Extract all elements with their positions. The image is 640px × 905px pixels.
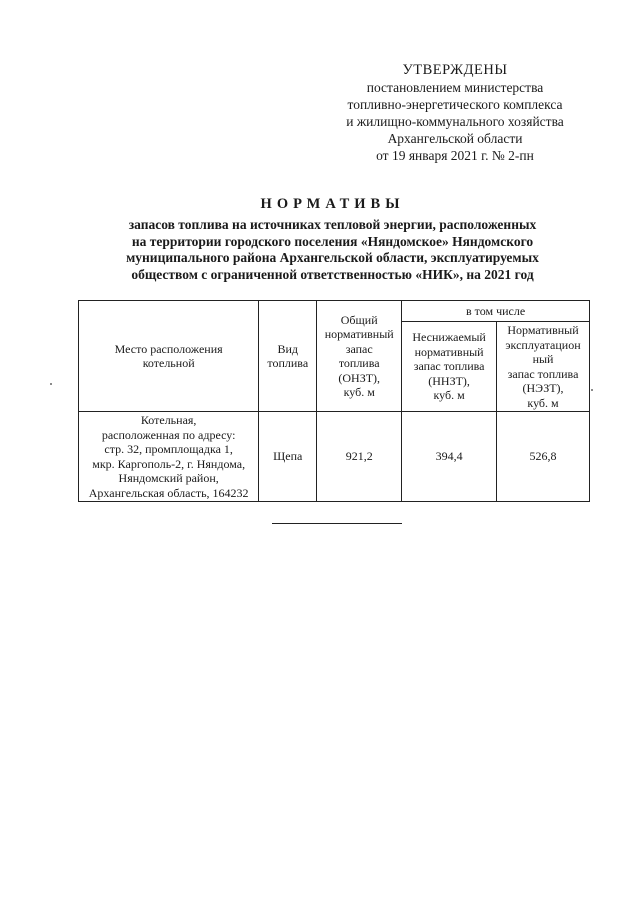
header-text: нормативный	[324, 327, 394, 341]
header-text: эксплуатацион	[505, 337, 581, 352]
header-place	[79, 301, 259, 412]
cell-total: 921,2	[317, 412, 402, 502]
approval-line: топливно-энергетического комплекса	[347, 97, 563, 112]
header-text: топлива	[267, 356, 309, 370]
header-text: куб. м	[343, 385, 375, 399]
subtitle-line: на территории городского поселения «Няндомское» Няндомского	[131, 233, 534, 249]
header-nnzt	[402, 322, 497, 412]
header-text: запас	[345, 341, 373, 356]
approval-block	[330, 62, 580, 164]
cell-nezt: 526,8	[497, 412, 590, 502]
cell-text: Котельная,	[140, 413, 197, 427]
header-including: в том числе	[402, 301, 590, 322]
subtitle-line: запасов топлива на источниках тепловой энергии, расположенных	[128, 217, 537, 232]
header-text: ный	[532, 352, 554, 366]
header-total	[317, 301, 402, 412]
header-text: запас топлива	[413, 359, 485, 374]
header-text: (ОНЗТ),	[338, 370, 381, 385]
header-text: Вид	[277, 341, 299, 356]
approval-line: и жилищно-коммунального хозяйства	[346, 114, 564, 129]
norms-table	[78, 300, 590, 502]
cell-text: Архангельская область, 164232	[88, 485, 249, 500]
header-text: Неснижаемый	[412, 330, 486, 345]
cell-place	[79, 412, 259, 502]
approval-line: постановлением министерства	[366, 80, 544, 95]
header-text: Нормативный	[507, 323, 579, 337]
header-text: (ННЗТ),	[428, 373, 470, 388]
header-text: котельной	[142, 356, 195, 370]
cell-nnzt: 394,4	[402, 412, 497, 502]
header-text: (НЭЗТ),	[522, 381, 564, 395]
header-nezt	[497, 322, 590, 412]
header-text: топлива	[338, 356, 380, 370]
header-text: куб. м	[433, 388, 465, 403]
header-text: нормативный	[414, 344, 484, 359]
approval-heading: УТВЕРЖДЕНЫ	[402, 62, 508, 78]
cell-fuel-type: Щепа	[259, 412, 317, 502]
header-text: Место расположения	[114, 341, 223, 356]
document-title: НОРМАТИВЫ	[260, 196, 405, 212]
cell-text: Няндомский район,	[118, 471, 219, 485]
scan-speck	[591, 389, 593, 391]
header-text: куб. м	[527, 395, 559, 410]
subtitle-line: муниципального района Архангельской области, эксплуатируемых	[126, 250, 539, 265]
header-text: Общий	[340, 312, 378, 327]
cell-text: расположенная по адресу:	[101, 427, 236, 442]
subtitle-line: обществом с ограниченной ответственностью «НИК», на 2021 год	[131, 266, 534, 282]
approval-line: Архангельской области	[387, 131, 523, 146]
document-subtitle	[60, 217, 605, 283]
table-row	[79, 412, 590, 502]
header-fuel-type	[259, 301, 317, 412]
cell-text: стр. 32, промплощадка 1,	[104, 442, 233, 456]
cell-text: мкр. Каргополь-2, г. Няндома,	[92, 456, 246, 471]
end-rule	[272, 523, 402, 524]
header-text: запас топлива	[507, 366, 579, 381]
scan-speck	[50, 383, 52, 385]
approval-line: от 19 января 2021 г. № 2-пн	[376, 148, 534, 163]
table-header-row	[79, 301, 590, 322]
